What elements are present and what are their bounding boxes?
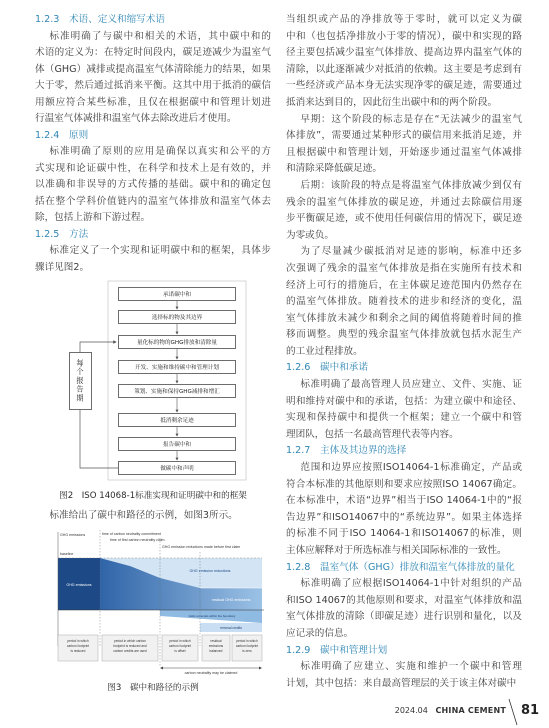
period-label-line: period in which <box>67 639 89 643</box>
section-heading: 1.2.3 术语、定义和缩写术语 <box>35 14 165 25</box>
text-line: 标准明确了与碳中和相关的术语，其中碳中和的 <box>49 30 271 42</box>
text-line: 当组织或产品的净排放等于零时，就可以定义为碳 <box>286 14 522 25</box>
text-line: 除，包括上游和下游过程。 <box>35 212 151 223</box>
text-line: 以准确和非误导的方式传播的基础。碳中和的确定包 <box>35 179 271 190</box>
flowchart-step: 承诺碳中和 <box>118 287 236 301</box>
flowchart-step: 选择标的物及其边界 <box>118 310 236 324</box>
text-line: 次强调了残余的温室气体排放是指在实施所有技术和 <box>286 262 522 274</box>
figure-2-flowchart <box>60 278 250 484</box>
period-boxes <box>58 635 262 661</box>
text-line: 的标准不同于ISO 14064-1和ISO14067的标准，则 <box>286 528 522 540</box>
period-label-line: balanced <box>209 649 223 653</box>
period-label-line: is reduced <box>70 649 86 653</box>
period-label-line: footprint is reduced and <box>113 644 147 648</box>
page-footer <box>380 706 506 715</box>
text-line: 残余的温室气体排放的碳足迹，并通过去除碳信用逐 <box>286 196 522 208</box>
text-line: 范围和边界应按照ISO14064-1标准确定，产品或 <box>300 462 522 474</box>
paragraph <box>286 659 522 692</box>
text-line: 符合本标准的其他原则和要求应按照ISO 14067确定。 <box>286 478 522 490</box>
reporting-period-label: 每个报告期 <box>69 352 92 410</box>
text-line: 室气体排放的清除（即碳足迹）进行识别和量化，以及 <box>286 611 522 623</box>
paragraph <box>35 243 271 276</box>
paragraph <box>35 508 271 525</box>
text-line: 清除，以此逐渐减少对抵消的依赖。这主要是考虑到有 <box>286 63 522 75</box>
paragraph <box>286 377 522 443</box>
text-line: 告边界”和ISO14067中的“系统边界”。如果主体选择 <box>286 511 522 523</box>
text-line: 明和维持对碳中和的承诺，包括：为建立碳中和途径、 <box>286 395 522 407</box>
figure-3-intro <box>35 508 271 525</box>
paragraph <box>286 178 522 244</box>
residual-label: residual GHG emissions <box>211 598 251 602</box>
issue-date: 2024.04 <box>394 706 428 715</box>
period-label-line: period in which carbon <box>114 639 146 643</box>
flowchart-step: 做碳中和声明 <box>118 461 236 475</box>
figure-3-pathway-diagram <box>50 526 270 678</box>
magazine-name: CHINA CEMENT <box>435 706 506 715</box>
text-line: 标准明确了应建立、实施和维护一个碳中和管理 <box>300 661 522 673</box>
text-line: 径主要包括减少温室气体排放、提高边界内温室气体的 <box>286 47 522 59</box>
paragraph <box>286 244 522 360</box>
page-number: 81 <box>521 703 540 718</box>
period-label-line: period in which <box>169 639 191 643</box>
reductions-label: GHG emission reductions <box>189 569 231 573</box>
flowchart-step: 报告碳中和 <box>118 437 236 451</box>
flowchart-step: 量化标的物的GHG排放和清除量 <box>118 335 236 349</box>
section-heading: 1.2.9 碳中和管理计划 <box>286 644 388 656</box>
footer-divider <box>507 698 519 726</box>
text-line: 移而调整。典型的残余温室气体排放就包括水泥生产 <box>286 329 522 341</box>
period-label-line: period in which <box>236 639 258 643</box>
text-line: 室气体排放未减少和剩余之间的阈值将随着时间的推 <box>286 312 522 324</box>
text-line: 且根据碳中和管理计划，开始逐步通过温室气体减排 <box>286 146 522 158</box>
text-line: 大于零，然后通过抵消来平衡。这其中用于抵消的碳信 <box>35 80 271 91</box>
paragraph <box>35 144 271 227</box>
text-line: 标准明确了原则的应用是确保以真实和公平的方 <box>49 146 271 157</box>
period-label-line: is offset <box>174 649 186 653</box>
section-heading: 1.2.6 碳中和承诺 <box>286 362 368 374</box>
text-line: 计划，其中包括：来自最高管理层的关于该主体对碳中 <box>286 677 517 689</box>
section-heading: 1.2.8 温室气体（GHG）排放和温室气体排放的量化 <box>286 561 515 573</box>
text-line: 术语的定义为：在特定时间段内，碳足迹减少为温室气 <box>35 47 271 58</box>
section-heading: 1.2.4 原则 <box>35 129 89 141</box>
text-line: 括在整个学科价值链内的温室气体排放和温室气体去 <box>35 195 271 207</box>
text-line: 主体应解释对于所选标准与相关国际标准的一致性。 <box>286 545 507 556</box>
dark-block-label: GHG emissions <box>66 583 92 587</box>
text-line: 体排放”，需要通过某种形式的碳信用来抵消足迹，并 <box>286 130 522 142</box>
text-line: 实现和保持碳中和提供一个框架；建立一个碳中和管 <box>286 412 522 424</box>
text-line: 标准明确了应根据ISO14064-1中针对组织的产品 <box>300 578 522 590</box>
text-line: 应记录的信息。 <box>286 627 354 639</box>
text-line: 标准给出了碳中和路径的示例，如图3所示。 <box>49 510 238 521</box>
baseline-label: baseline <box>60 552 74 556</box>
text-line: 后期：该阶段的特点是将温室气体排放减少到仅有 <box>300 179 522 191</box>
flowchart-step: 抵消剩余足迹 <box>118 413 236 427</box>
text-line: 体（GHG）减排或提高温室气体清除能力的结果，如果 <box>35 63 271 75</box>
commitment-label: time of carbon neutrality commitment <box>102 532 161 536</box>
text-line: 理团队，包括一名最高管理代表等内容。 <box>286 428 459 440</box>
text-line: 为零或负。 <box>286 229 334 241</box>
figure-3-caption: 图3 碳中和路径的示例 <box>107 683 199 693</box>
text-line: 和清除采降低碳足迹。 <box>286 163 382 175</box>
text-line: 早期：这个阶段的标志是存在“无法减少的温室气 <box>300 113 522 125</box>
text-line: 式实现和论证碳中性，在科学和技术上是有效的，并 <box>35 162 271 174</box>
removals-label: GHG removals within the boundary <box>188 614 236 618</box>
figure-2-caption: 图2 ISO 14068-1标准实现和证明碳中和的框架 <box>59 491 247 501</box>
text-line: 的工业过程排放。 <box>286 345 363 357</box>
text-line: 和ISO 14067的其他原则和要求，对温室气体排放和温 <box>286 594 522 606</box>
text-line: 骤详见图2。 <box>35 261 90 273</box>
text-line: 一些经济或产品本身无法实现净零的碳足迹，需要通过 <box>286 80 522 92</box>
period-label-line: residual <box>210 639 222 643</box>
paragraph <box>286 12 522 112</box>
section-heading: 1.2.7 主体及其边界的选择 <box>286 445 407 457</box>
paragraph <box>286 112 522 178</box>
text-line: 抵消来达到目的，因此衍生出碳中和的两个阶段。 <box>286 96 498 108</box>
period-label-line: carbon credits are used <box>113 649 147 653</box>
period-label-line: emissions <box>208 644 224 648</box>
removal-credits-label: removal credits <box>220 626 242 630</box>
text-line: 行温室气体减排和温室气体去除改进后才使用。 <box>35 113 237 124</box>
text-line: 标准定义了一个实现和证明碳中和的框架，具体步 <box>49 245 271 256</box>
y-axis-label: GHG emissions <box>60 533 86 537</box>
right-column <box>286 12 522 692</box>
claim-arrowhead-right <box>259 667 262 670</box>
text-line: 步平衡碳足迹，或不使用任何碳信用的情况下，碳足迹 <box>286 213 522 225</box>
text-line: 在本标准中，术语“边界”相当于ISO 14064-1中的“报 <box>286 495 522 507</box>
text-line: 标准明确了最高管理人员应建立、文件、实施、证 <box>300 379 522 391</box>
paragraph <box>35 29 271 128</box>
period-label-line: is zero <box>242 649 252 653</box>
text-line: 的温室气体排放。随着技术的进步和经济的变化，温 <box>286 296 522 308</box>
flowchart-step: 开发、实施和维持碳中和管理计划 <box>118 360 236 374</box>
period-label-line: carbon footprint <box>66 644 90 648</box>
left-column <box>35 12 271 276</box>
paragraph <box>286 576 522 642</box>
first-claim-label: time of first carbon neutrality claim <box>110 538 165 542</box>
claimable-label: carbon neutrality may be claimed <box>184 671 238 675</box>
text-line: 经济上可行的措施后，在主体碳足迹范围内仍然存在 <box>286 279 522 291</box>
text-line: 中和（也包括净排放小于零的情况），碳中和实现的路 <box>286 30 522 42</box>
reductions-before-claim-label: GHG emission reductions made before first claim <box>162 545 241 549</box>
paragraph <box>286 460 522 560</box>
section-heading: 1.2.5 方法 <box>35 228 89 240</box>
text-line: 用额应符合某些标准，且仅在根据碳中和管理计划进 <box>35 96 271 108</box>
flowchart-step: 策划、实施和保持GHG减排和增汇 <box>118 384 236 398</box>
period-label-line: carbon footprint <box>235 644 259 648</box>
text-line: 为了尽量减少碳抵消对足迹的影响，标准中还多 <box>300 246 522 258</box>
period-label-line: carbon footprint <box>168 644 192 648</box>
claim-arrowhead-left <box>160 667 163 670</box>
